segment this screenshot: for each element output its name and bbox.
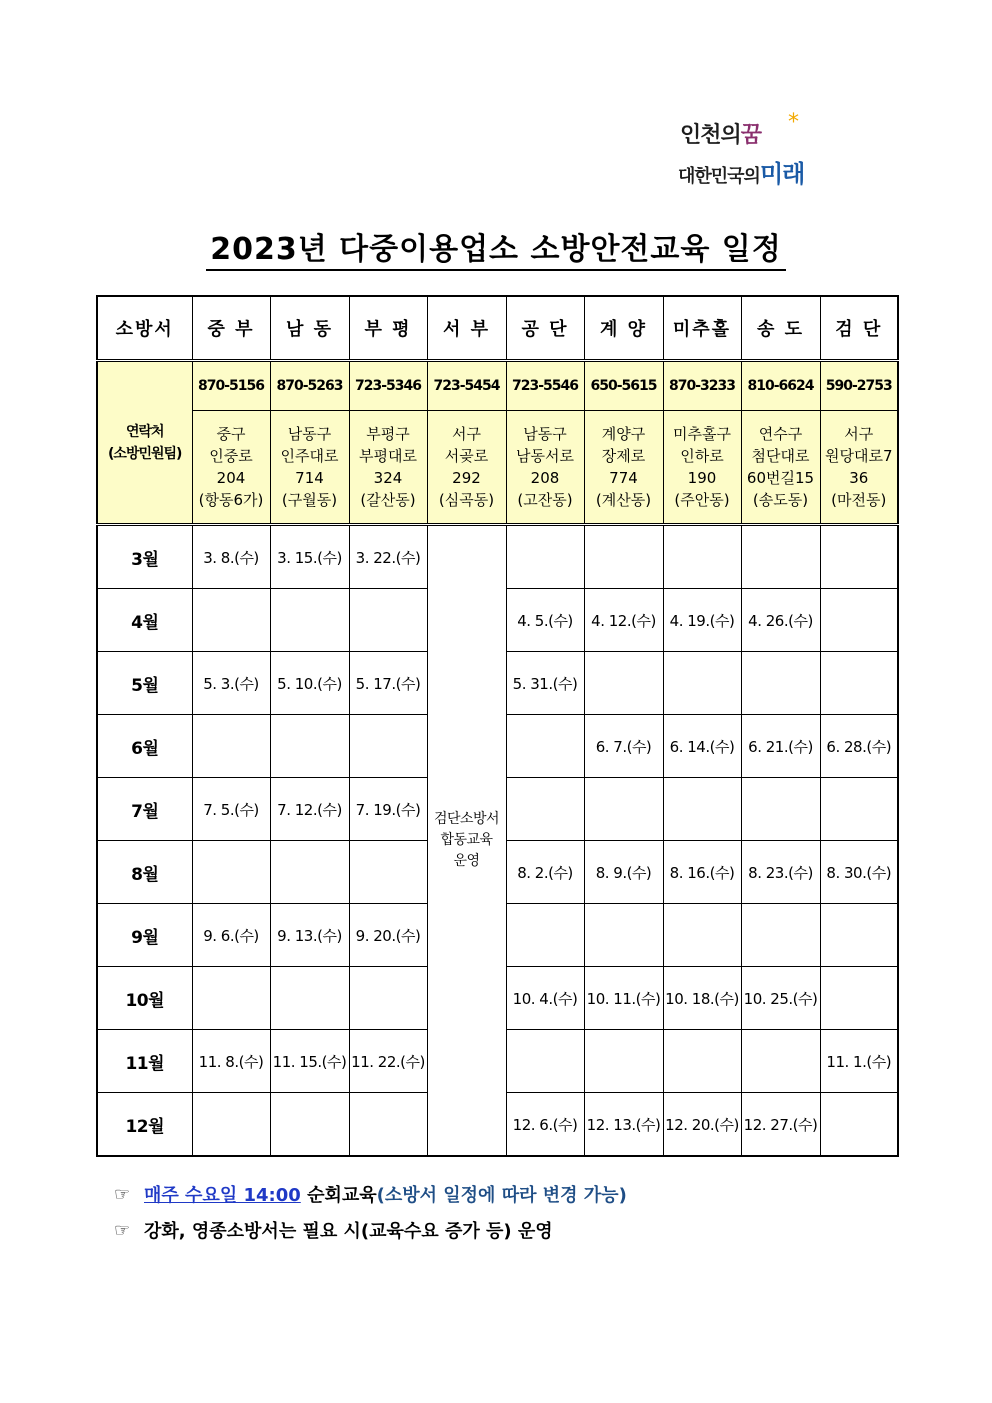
schedule-cell xyxy=(820,778,898,841)
month-label: 5월 xyxy=(97,652,192,715)
header-station: 남 동 xyxy=(270,296,349,361)
header-row xyxy=(97,296,898,361)
contact-label xyxy=(97,361,192,525)
schedule-cell: 4. 19.(수) xyxy=(663,589,741,652)
schedule-cell xyxy=(584,778,663,841)
address-cell: 계양구 장제로 774 (계산동) xyxy=(584,411,663,525)
phone-cell: 650-5615 xyxy=(584,361,663,411)
schedule-cell: 11. 22.(수) xyxy=(349,1030,427,1093)
schedule-cell xyxy=(506,904,584,967)
schedule-cell: 12. 6.(수) xyxy=(506,1093,584,1157)
schedule-cell: 9. 6.(수) xyxy=(192,904,270,967)
month-label: 7월 xyxy=(97,778,192,841)
note-2-text: 강화, 영종소방서는 필요 시(교육수요 증가 등) 운영 xyxy=(144,1221,553,1242)
schedule-cell xyxy=(741,778,820,841)
schedule-cell xyxy=(506,778,584,841)
schedule-cell xyxy=(820,967,898,1030)
month-label: 3월 xyxy=(97,525,192,589)
month-label: 9월 xyxy=(97,904,192,967)
schedule-cell xyxy=(663,778,741,841)
month-row xyxy=(97,525,898,589)
schedule-cell: 10. 18.(수) xyxy=(663,967,741,1030)
contact-label-line1: 연락처 xyxy=(125,423,164,440)
schedule-cell xyxy=(584,1030,663,1093)
schedule-cell: 8. 16.(수) xyxy=(663,841,741,904)
header-station: 서 부 xyxy=(427,296,506,361)
schedule-table xyxy=(96,295,899,1157)
document-title-wrap xyxy=(0,224,992,268)
logo-text-line1: 인천의 xyxy=(680,123,741,148)
schedule-cell xyxy=(741,1030,820,1093)
schedule-cell xyxy=(820,589,898,652)
schedule-cell xyxy=(584,525,663,589)
joint-education-text: 합동교육 xyxy=(440,832,493,848)
pointing-hand-icon: ☞ xyxy=(114,1219,131,1241)
schedule-cell: 12. 20.(수) xyxy=(663,1093,741,1157)
schedule-cell: 5. 31.(수) xyxy=(506,652,584,715)
address-cell: 서구 서곶로 292 (심곡동) xyxy=(427,411,506,525)
schedule-cell xyxy=(192,841,270,904)
schedule-cell xyxy=(270,715,349,778)
note-1-paren: (소방서 일정에 따라 변경 가능) xyxy=(376,1185,627,1206)
note-1-main: 순회교육 xyxy=(307,1185,377,1206)
schedule-cell xyxy=(663,1030,741,1093)
phone-cell: 870-3233 xyxy=(663,361,741,411)
schedule-cell: 11. 15.(수) xyxy=(270,1030,349,1093)
schedule-cell xyxy=(506,715,584,778)
address-row xyxy=(97,411,898,525)
schedule-cell: 10. 25.(수) xyxy=(741,967,820,1030)
address-cell: 서구 원당대로7 36 (마전동) xyxy=(820,411,898,525)
address-cell: 중구 인중로 204 (항동6가) xyxy=(192,411,270,525)
header-station-label: 소방서 xyxy=(97,296,192,361)
schedule-cell: 3. 15.(수) xyxy=(270,525,349,589)
note-2 xyxy=(114,1212,627,1248)
note-1-highlight: 매주 수요일 14:00 xyxy=(144,1185,301,1206)
address-cell: 남동구 인주대로 714 (구월동) xyxy=(270,411,349,525)
schedule-cell xyxy=(192,967,270,1030)
schedule-cell xyxy=(349,589,427,652)
address-cell: 미추홀구 인하로 190 (주안동) xyxy=(663,411,741,525)
schedule-cell: 6. 14.(수) xyxy=(663,715,741,778)
month-label: 4월 xyxy=(97,589,192,652)
schedule-cell xyxy=(584,904,663,967)
phone-cell: 723-5454 xyxy=(427,361,506,411)
schedule-cell xyxy=(663,652,741,715)
schedule-cell: 3. 8.(수) xyxy=(192,525,270,589)
schedule-cell xyxy=(506,1030,584,1093)
schedule-cell: 10. 4.(수) xyxy=(506,967,584,1030)
month-label: 12월 xyxy=(97,1093,192,1157)
schedule-cell xyxy=(192,715,270,778)
address-cell: 부평구 부평대로 324 (갈산동) xyxy=(349,411,427,525)
logo-future-text: 미래 xyxy=(759,160,805,188)
schedule-cell: 8. 9.(수) xyxy=(584,841,663,904)
month-label: 6월 xyxy=(97,715,192,778)
schedule-cell: 7. 5.(수) xyxy=(192,778,270,841)
schedule-cell: 6. 28.(수) xyxy=(820,715,898,778)
schedule-cell xyxy=(349,715,427,778)
phone-cell: 590-2753 xyxy=(820,361,898,411)
month-label: 11월 xyxy=(97,1030,192,1093)
notes xyxy=(114,1176,627,1248)
month-label: 8월 xyxy=(97,841,192,904)
schedule-cell: 7. 19.(수) xyxy=(349,778,427,841)
schedule-cell: 10. 11.(수) xyxy=(584,967,663,1030)
schedule-cell xyxy=(741,904,820,967)
address-cell: 연수구 첨단대로 60번길15 (송도동) xyxy=(741,411,820,525)
header-station: 미추홀 xyxy=(663,296,741,361)
phone-cell: 870-5263 xyxy=(270,361,349,411)
month-label: 10월 xyxy=(97,967,192,1030)
header-station: 검 단 xyxy=(820,296,898,361)
schedule-cell xyxy=(349,967,427,1030)
schedule-cell: 8. 2.(수) xyxy=(506,841,584,904)
schedule-cell xyxy=(270,967,349,1030)
schedule-cell: 3. 22.(수) xyxy=(349,525,427,589)
pointing-hand-icon: ☞ xyxy=(114,1183,131,1205)
schedule-cell xyxy=(506,525,584,589)
schedule-cell: 11. 8.(수) xyxy=(192,1030,270,1093)
schedule-cell: 11. 1.(수) xyxy=(820,1030,898,1093)
schedule-cell: 8. 23.(수) xyxy=(741,841,820,904)
schedule-cell xyxy=(270,1093,349,1157)
logo-dream-text: 꿈 xyxy=(740,123,762,148)
schedule-cell xyxy=(192,589,270,652)
schedule-cell: 6. 21.(수) xyxy=(741,715,820,778)
logo-text-line2: 대한민국의 xyxy=(678,166,760,187)
schedule-cell: 4. 12.(수) xyxy=(584,589,663,652)
schedule-cell: 12. 13.(수) xyxy=(584,1093,663,1157)
address-cell: 남동구 남동서로 208 (고잔동) xyxy=(506,411,584,525)
phone-cell: 810-6624 xyxy=(741,361,820,411)
schedule-cell xyxy=(663,525,741,589)
joint-education-cell xyxy=(427,525,506,1157)
joint-education-text: 운영 xyxy=(453,853,480,869)
schedule-cell: 4. 5.(수) xyxy=(506,589,584,652)
schedule-cell xyxy=(741,652,820,715)
schedule-cell: 8. 30.(수) xyxy=(820,841,898,904)
schedule-cell xyxy=(820,525,898,589)
schedule-cell xyxy=(270,589,349,652)
schedule-cell xyxy=(192,1093,270,1157)
schedule-cell: 9. 13.(수) xyxy=(270,904,349,967)
header-station: 공 단 xyxy=(506,296,584,361)
header-station: 중 부 xyxy=(192,296,270,361)
schedule-cell xyxy=(663,904,741,967)
schedule-cell xyxy=(349,1093,427,1157)
schedule-cell: 7. 12.(수) xyxy=(270,778,349,841)
document-title: 2023년 다중이용업소 소방안전교육 일정 xyxy=(206,232,786,271)
schedule-cell: 4. 26.(수) xyxy=(741,589,820,652)
joint-education-text: 검단소방서 xyxy=(433,811,500,827)
schedule-cell xyxy=(349,841,427,904)
schedule-cell xyxy=(270,841,349,904)
schedule-cell: 5. 10.(수) xyxy=(270,652,349,715)
schedule-cell: 5. 17.(수) xyxy=(349,652,427,715)
schedule-cell xyxy=(584,652,663,715)
schedule-cell xyxy=(820,904,898,967)
phone-row xyxy=(97,361,898,411)
phone-cell: 723-5546 xyxy=(506,361,584,411)
month-rows xyxy=(97,525,898,1157)
header-station: 계 양 xyxy=(584,296,663,361)
phone-cell: 870-5156 xyxy=(192,361,270,411)
schedule-cell xyxy=(741,525,820,589)
note-1 xyxy=(114,1176,627,1212)
schedule-cell: 12. 27.(수) xyxy=(741,1093,820,1157)
logo-star-icon: * xyxy=(788,110,799,135)
schedule-cell xyxy=(820,652,898,715)
incheon-logo xyxy=(676,110,896,188)
schedule-cell xyxy=(820,1093,898,1157)
schedule-cell: 5. 3.(수) xyxy=(192,652,270,715)
header-station: 송 도 xyxy=(741,296,820,361)
header-station: 부 평 xyxy=(349,296,427,361)
phone-cell: 723-5346 xyxy=(349,361,427,411)
schedule-cell: 6. 7.(수) xyxy=(584,715,663,778)
schedule-cell: 9. 20.(수) xyxy=(349,904,427,967)
contact-label-line2: (소방민원팀) xyxy=(108,445,182,462)
